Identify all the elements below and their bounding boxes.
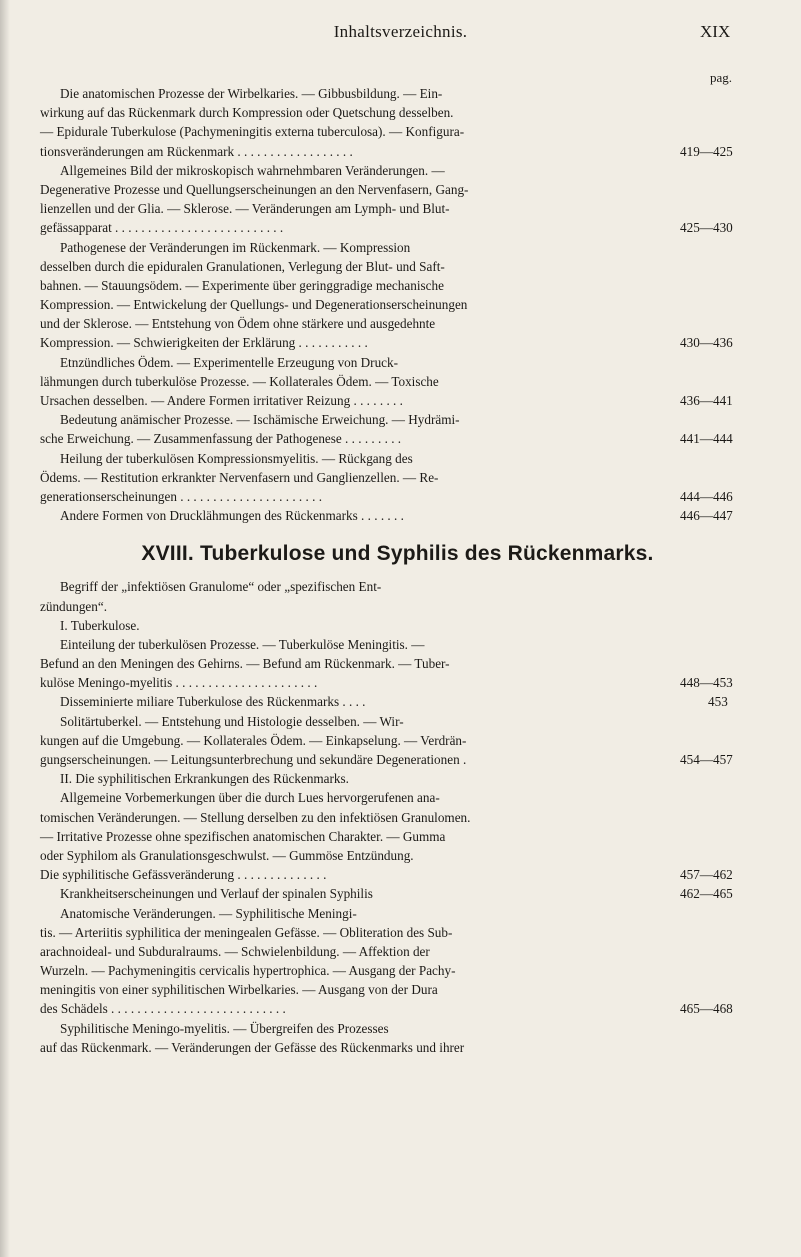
toc-entry-line <box>40 199 755 218</box>
toc-entry-text: Anatomische Veränderungen. — Syphilitische Meningi- <box>60 905 357 921</box>
toc-entry-text: Einteilung der tuberkulösen Prozesse. — Tuberkulöse Meningitis. — <box>60 636 425 652</box>
toc-entry-text: Bedeutung anämischer Prozesse. — Ischämische Erweichung. — Hydrämi- <box>60 412 460 428</box>
toc-entry-text: Heilung der tuberkulösen Kompressionsmyelitis. — Rückgang des <box>60 450 413 466</box>
toc-entry-text: Kompression. — Entwickelung der Quellungs- und Degenerationserscheinungen <box>40 297 468 313</box>
toc-entry-text: gefässapparat . . . . . . . . . . . . . . . . . . . . . . . . . . <box>40 220 284 236</box>
section-heading-xviii: XVIII. Tuberkulose und Syphilis des Rückenmarks. <box>141 542 654 566</box>
page-number: XIX <box>700 22 731 41</box>
toc-entry-text: tomischen Veränderungen. — Stellung derselben zu den infektiösen Granulomen. <box>40 809 471 825</box>
pag-column-label: pag. <box>710 70 733 85</box>
toc-entry-text: Etnzündliches Ödem. — Experimentelle Erzeugung von Druck- <box>60 354 399 370</box>
toc-entry-line <box>40 904 755 923</box>
toc-page-range: 446—447 <box>680 508 733 524</box>
toc-block-spondylitis <box>40 84 755 525</box>
toc-entry-text: desselben durch die epiduralen Granulationen, Verlegung der Blut- und Saft- <box>40 258 445 274</box>
toc-entry-text: generationserscheinungen . . . . . . . . . . . . . . . . . . . . . . <box>40 488 323 504</box>
toc-entry-line <box>40 506 755 525</box>
toc-entry-text: arachnoideal- und Subduralraums. — Schwielenbildung. — Affektion der <box>40 943 430 959</box>
toc-page-range: 430—436 <box>680 335 733 351</box>
toc-entry-line <box>40 84 755 103</box>
toc-entry-line <box>40 961 755 980</box>
toc-entry-text: Andere Formen von Drucklähmungen des Rückenmarks . . . . . . . <box>60 508 404 524</box>
toc-page-range: 465—468 <box>680 1001 733 1017</box>
toc-entry-line <box>40 750 755 769</box>
table-of-contents <box>40 84 755 1057</box>
toc-entry-text: meningitis von einer syphilitischen Wirbelkaries. — Ausgang von der Dura <box>40 982 438 998</box>
page-gutter-shadow <box>0 0 10 1257</box>
toc-entry-text: Begriff der „infektiösen Granulome“ oder „spezifischen Ent- <box>60 579 382 595</box>
toc-entry-text: lähmungen durch tuberkulöse Prozesse. — Kollaterales Ödem. — Toxische <box>40 373 439 389</box>
toc-page-range: 448—453 <box>680 675 733 691</box>
toc-entry-text: — Epidurale Tuberkulose (Pachymeningitis externa tuberculosa). — Konfigura- <box>40 124 465 140</box>
toc-entry-text: lienzellen und der Glia. — Sklerose. — Veränderungen am Lymph- und Blut- <box>40 201 450 217</box>
toc-entry-line <box>40 161 755 180</box>
toc-page-range: 462—465 <box>680 886 733 902</box>
toc-entry-text: des Schädels . . . . . . . . . . . . . . . . . . . . . . . . . . . <box>40 1001 286 1017</box>
toc-entry-line <box>40 314 755 333</box>
toc-entry-line <box>40 692 755 711</box>
toc-entry-line <box>40 449 755 468</box>
toc-page-range: 457—462 <box>680 867 733 883</box>
toc-entry-line <box>40 468 755 487</box>
toc-entry-line <box>40 788 755 807</box>
toc-entry-text: tis. — Arteriitis syphilitica der meningealen Gefässe. — Obliteration des Sub- <box>40 924 453 940</box>
toc-entry-line <box>40 1019 755 1038</box>
toc-entry-text: Pathogenese der Veränderungen im Rückenmark. — Kompression <box>60 239 411 255</box>
toc-entry-line <box>40 769 755 788</box>
toc-entry-text: Ursachen desselben. — Andere Formen irritativer Reizung . . . . . . . . <box>40 393 403 408</box>
toc-entry-text: auf das Rückenmark. — Veränderungen der Gefässe des Rückenmarks und ihrer <box>40 1039 465 1055</box>
toc-entry-line <box>40 712 755 731</box>
toc-entry-text: Disseminierte miliare Tuberkulose des Rückenmarks . . . . <box>60 694 366 710</box>
toc-entry-line <box>40 180 755 199</box>
toc-page-range: 441—444 <box>680 431 733 447</box>
toc-entry-text: Kompression. — Schwierigkeiten der Erklärung . . . . . . . . . . . <box>40 335 368 351</box>
toc-entry-text: Solitärtuberkel. — Entstehung und Histologie desselben. — Wir- <box>60 713 404 729</box>
toc-entry-text: II. Die syphilitischen Erkrankungen des Rückenmarks. <box>60 771 349 787</box>
toc-entry-text: Die syphilitische Gefässveränderung . . . . . . . . . . . . . . <box>40 867 327 883</box>
toc-entry-line <box>40 616 755 635</box>
toc-entry-line <box>40 429 755 448</box>
toc-entry-line <box>40 577 755 596</box>
toc-entry-text: Ödems. — Restitution erkrankter Nervenfasern und Ganglienzellen. — Re- <box>40 469 439 485</box>
toc-entry-line <box>40 1038 755 1057</box>
toc-entry-line <box>40 122 755 141</box>
toc-entry-line <box>40 980 755 999</box>
toc-entry-text: und der Sklerose. — Entstehung von Ödem ohne stärkere und ausgedehnte <box>40 316 436 332</box>
toc-entry-line <box>40 353 755 372</box>
toc-page-range: 454—457 <box>680 752 733 767</box>
running-title: Inhaltsverzeichnis. <box>333 22 468 41</box>
toc-entry-line <box>40 218 755 237</box>
toc-entry-text: gungserscheinungen. — Leitungsunterbrechung und sekundäre Degenerationen . <box>40 752 467 767</box>
toc-entry-line <box>40 142 755 161</box>
toc-entry-text: tionsveränderungen am Rückenmark . . . . . . . . . . . . . . . . . . <box>40 143 353 159</box>
toc-page-range: 436—441 <box>680 393 733 408</box>
toc-entry-text: Befund an den Meningen des Gehirns. — Befund am Rückenmark. — Tuber- <box>40 656 450 672</box>
toc-entry-line <box>40 391 755 410</box>
toc-entry-text: Allgemeine Vorbemerkungen über die durch Lues hervorgerufenen ana- <box>60 790 440 806</box>
toc-entry-line <box>40 827 755 846</box>
toc-entry-line <box>40 999 755 1018</box>
toc-entry-text: Krankheitserscheinungen und Verlauf der spinalen Syphilis <box>60 886 373 902</box>
toc-entry-text: Degenerative Prozesse und Quellungserscheinungen an den Nervenfasern, Gang- <box>40 181 469 197</box>
toc-entry-text: oder Syphilom als Granulationsgeschwulst. — Gummöse Entzündung. <box>40 847 414 863</box>
toc-entry-line <box>40 654 755 673</box>
toc-entry-line <box>40 487 755 506</box>
toc-page-range: 453 <box>708 694 728 710</box>
toc-block-tuberculosis-syphilis <box>40 577 755 1057</box>
toc-entry-line <box>40 295 755 314</box>
toc-entry-text: kungen auf die Umgebung. — Kollaterales Ödem. — Einkapselung. — Verdrän- <box>40 732 467 748</box>
toc-entry-line <box>40 410 755 429</box>
toc-entry-text: zündungen“. <box>40 598 108 614</box>
toc-entry-line <box>40 635 755 654</box>
toc-entry-text: Wurzeln. — Pachymeningitis cervicalis hypertrophica. — Ausgang der Pachy- <box>40 963 456 979</box>
toc-entry-text: Syphilitische Meningo-myelitis. — Übergreifen des Prozesses <box>60 1020 389 1036</box>
toc-entry-line <box>40 238 755 257</box>
toc-entry-line <box>40 865 755 884</box>
toc-entry-line <box>40 808 755 827</box>
toc-entry-line <box>40 846 755 865</box>
toc-page-range: 444—446 <box>680 488 733 504</box>
toc-entry-text: wirkung auf das Rückenmark durch Kompression oder Quetschung desselben. <box>40 105 454 121</box>
toc-page-range: 425—430 <box>680 220 733 236</box>
toc-entry-line <box>40 103 755 122</box>
toc-entry-line <box>40 333 755 352</box>
toc-entry-line <box>40 276 755 295</box>
toc-entry-text: bahnen. — Stauungsödem. — Experimente über geringgradige mechanische <box>40 277 444 293</box>
toc-entry-text: Die anatomischen Prozesse der Wirbelkaries. — Gibbusbildung. — Ein- <box>60 86 443 101</box>
toc-entry-text: I. Tuberkulose. <box>60 617 140 633</box>
page-header <box>0 22 801 46</box>
toc-entry-line <box>40 942 755 961</box>
toc-entry-line <box>40 731 755 750</box>
toc-entry-text: — Irritative Prozesse ohne spezifischen anatomischen Charakter. — Gumma <box>40 828 446 844</box>
toc-entry-line <box>40 673 755 692</box>
toc-page-range: 419—425 <box>680 143 733 159</box>
toc-entry-line <box>40 257 755 276</box>
toc-entry-text: sche Erweichung. — Zusammenfassung der Pathogenese . . . . . . . . . <box>40 431 402 447</box>
toc-entry-text: Allgemeines Bild der mikroskopisch wahrnehmbaren Veränderungen. — <box>60 162 445 178</box>
toc-entry-text: kulöse Meningo-myelitis . . . . . . . . . . . . . . . . . . . . . . <box>40 675 318 691</box>
toc-entry-line <box>40 923 755 942</box>
toc-entry-line <box>40 372 755 391</box>
toc-entry-line <box>40 884 755 903</box>
toc-entry-line <box>40 597 755 616</box>
